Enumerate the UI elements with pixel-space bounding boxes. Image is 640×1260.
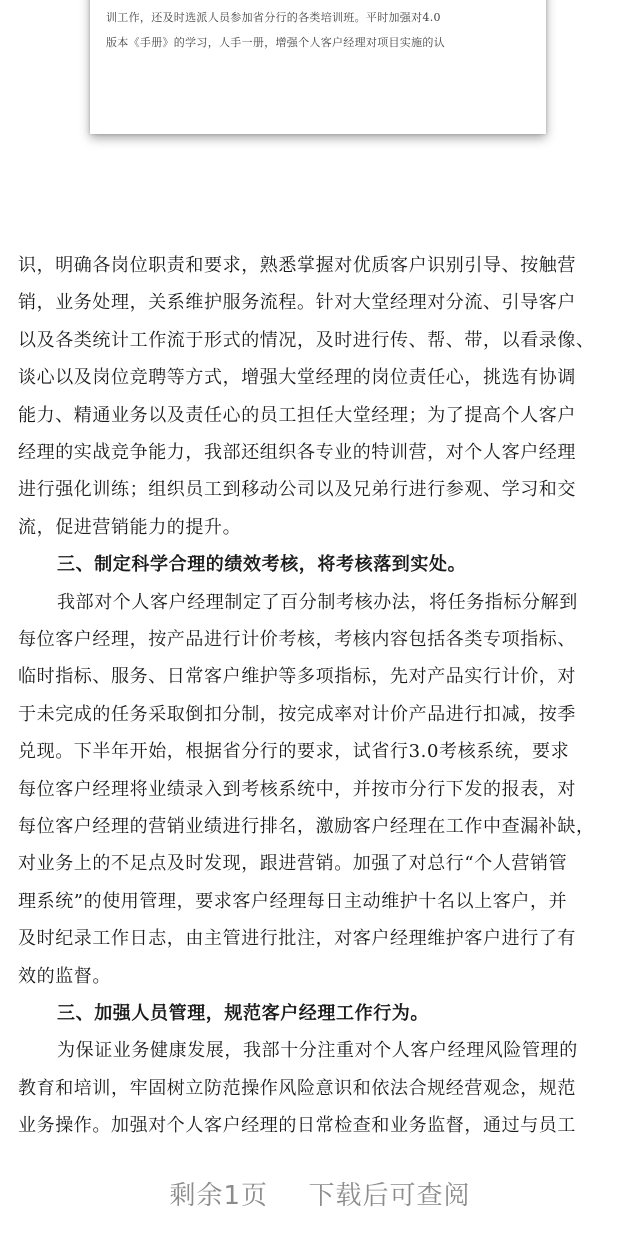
text-line: 效的监督。 xyxy=(18,965,111,987)
text-line: 教育和培训，牢固树立防范操作风险意识和依法合规经营观念，规范 xyxy=(18,1077,576,1099)
text-line: 于未完成的任务采取倒扣分制，按完成率对计价产品进行扣减，按季 xyxy=(18,703,576,725)
text-line: 能力、精通业务以及责任心的员工担任大堂经理；为了提高个人客户 xyxy=(18,404,576,426)
text-line: 经理的实战竞争能力，我部还组织各专业的特训营，对个人客户经理 xyxy=(18,442,576,463)
text-line: 业务操作。加强对个人客户经理的日常检查和业务监督，通过与员工 xyxy=(18,1115,576,1137)
text-line: 对业务上的不足点及时发现，跟进营销。加强了对总行“个人营销管 xyxy=(18,853,568,875)
text-line: 流，促进营销能力的提升。 xyxy=(18,516,242,538)
preview-area xyxy=(0,0,640,215)
download-to-read-label[interactable]: 下载后可查阅 xyxy=(308,1181,471,1211)
download-prompt[interactable] xyxy=(0,1175,640,1212)
page-preview-card xyxy=(90,0,546,134)
section-heading: 三、制定科学合理的绩效考核，将考核落到实处。 xyxy=(57,554,467,576)
text-line: 及时纪录工作日志，由主管进行批注，对客户经理维护客户进行了有 xyxy=(18,928,576,950)
remaining-pages-label[interactable]: 剩余1页 xyxy=(169,1181,268,1211)
section-heading: 三、加强人员管理，规范客户经理工作行为。 xyxy=(57,1003,429,1024)
text-line: 临时指标、服务、日常客户维护等多项指标，先对产品实行计价，对 xyxy=(18,666,576,688)
text-line: 为保证业务健康发展，我部十分注重对个人客户经理风险管理的 xyxy=(57,1040,578,1062)
preview-line: 版本《手册》的学习，人手一册，增强个人客户经理对项目实施的认 xyxy=(106,36,445,49)
text-line: 销，业务处理，关系维护服务流程。针对大堂经理对分流、引导客户 xyxy=(18,292,576,314)
text-line: 我部对个人客户经理制定了百分制考核办法，将任务指标分解到 xyxy=(57,591,578,613)
text-line: 兑现。下半年开始，根据省分行的要求，试省行3.0考核系统，要求 xyxy=(18,741,570,763)
text-line: 以及各类统计工作流于形式的情况，及时进行传、帮、带，以看录像、 xyxy=(18,329,595,351)
text-line: 识，明确各岗位职责和要求，熟悉掌握对优质客户识别引导、按触营 xyxy=(18,255,576,276)
text-line: 进行强化训练；组织员工到移动公司以及兄弟行进行参观、学习和交 xyxy=(18,479,576,501)
text-line: 理系统”的使用管理，要求客户经理每日主动维护十名以上客户，并 xyxy=(18,890,568,912)
text-line: 每位客户经理将业绩录入到考核系统中，并按市分行下发的报表，对 xyxy=(18,778,576,800)
preview-line: 训工作，还及时选派人员参加省分行的各类培训班。平时加强对4.0 xyxy=(106,11,441,24)
text-line: 谈心以及岗位竞聘等方式，增强大堂经理的岗位责任心，挑选有协调 xyxy=(18,367,576,389)
text-line: 每位客户经理，按产品进行计价考核，考核内容包括各类专项指标、 xyxy=(18,629,576,650)
text-line: 每位客户经理的营销业绩进行排名，激励客户经理在工作中查漏补缺， xyxy=(18,816,595,837)
